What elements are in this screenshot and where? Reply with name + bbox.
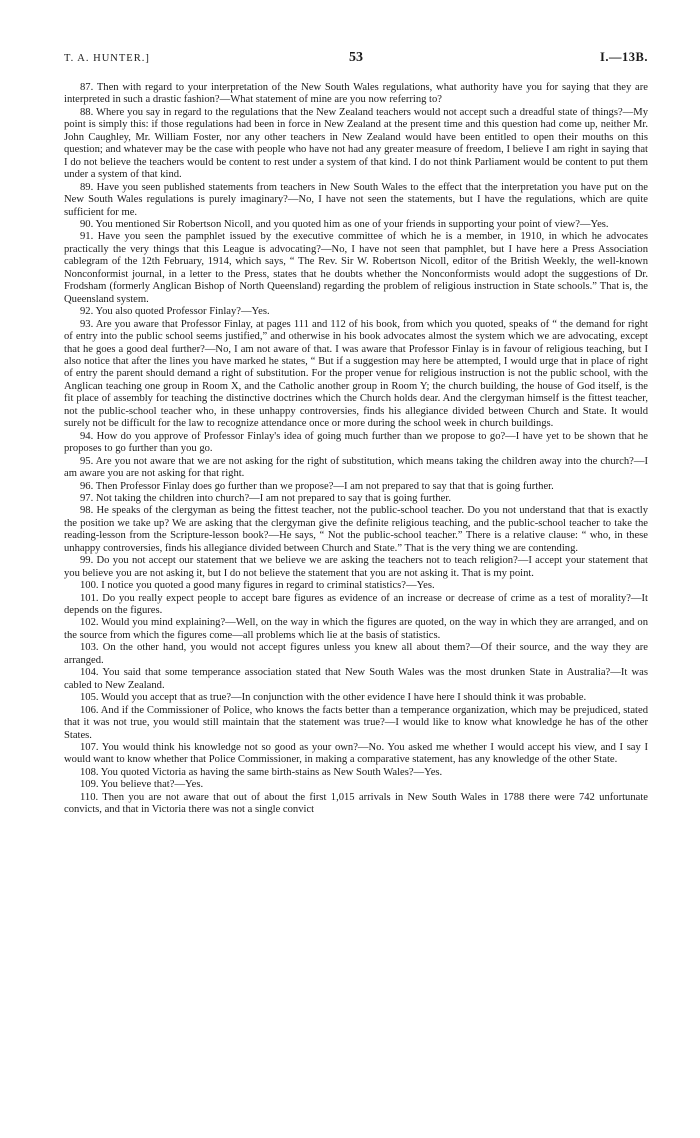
paragraph: 100. I notice you quoted a good many figures in regard to criminal statistics?—Yes. (80, 580, 435, 592)
paragraph: 96. Then Professor Finlay does go further than we propose?—I am not prepared to say that that is going further. (80, 480, 554, 492)
page-number: 53 (349, 50, 363, 65)
paragraph: 97. Not taking the children into church?—I am not prepared to say that is going further. (80, 492, 451, 504)
paragraph: 90. You mentioned Sir Robertson Nicoll, and you quoted him as one of your friends in supporting your point of view?—Yes. (80, 218, 609, 230)
paragraph: 88. Where you say in regard to the regulations that the New Zealand teachers would not accept such a dreadful state of things?—My point is simply this: if those regulations had been in force in New Zealand at the present time and this question had come up, neither Mr. John Caughley, Mr. William Foster, nor any other teachers in New Zealand would have been entitled to open their mouths on this question; and whatever may be the case with people who have not had any greater measure of freedom, I believe I am right in saying that I do not believe the teachers would be content to rest under a system of that kind. I do not think Parliament would be content to put them under a system of that kind. (64, 106, 648, 181)
paragraph: 103. On the other hand, you would not accept figures unless you knew all about them?—Of their source, and the way they are arranged. (64, 642, 648, 666)
page-header (64, 50, 648, 72)
evidence-text (64, 82, 648, 817)
paragraph: 104. You said that some temperance association stated that New South Wales was the most drunken State in Australia?—It was cabled to New Zealand. (64, 667, 648, 691)
paragraph: 92. You also quoted Professor Finlay?—Yes. (80, 306, 270, 318)
paragraph: 93. Are you aware that Professor Finlay, at pages 111 and 112 of his book, from which you quoted, speaks of “ the demand for right of entry into the public school seems justified,” and otherwise in his book advocates almost the system which we are advocating, except that he goes a good deal further?—No, I am not aware of that. I was aware that Professor Finlay is in favour of religious teaching, but I also notice that after the lines you have marked he states, “ But if a suggestion may here be attempted, I would urge that in place of right of entry the parent should demand a right of substitution. For the proper venue for religious instruction is not the public school, with the Anglican teaching one group in Room X, and the Catholic another group in Room Y; the church building, the house of God itself, is the fit place of assembly for teaching the distinctive doctrines which the Church holds dear. And the clergyman himself is the fittest teacher, not the public-school teacher who, in these unhappy controversies, finds his allegiance divided between Church and State. It would surely not be difficult for the law to recognize attendance once or more during the school week in church buildings. (64, 318, 648, 430)
paragraph: 89. Have you seen published statements from teachers in New South Wales to the effect that the interpretation you have put on the New South Wales regulations is purely imaginary?—No, I have not seen the statements, but I have the regulations, which are quite sufficient for me. (64, 181, 648, 218)
paragraph: 109. You believe that?—Yes. (80, 779, 204, 791)
paragraph: 101. Do you really expect people to accept bare figures as evidence of an increase or decrease of crime as a test of morality?—It depends on the figures. (64, 592, 648, 617)
paragraph: 108. You quoted Victoria as having the same birth-stains as New South Wales?—Yes. (80, 766, 443, 778)
paragraph: 94. How do you approve of Professor Finlay's idea of going much further than we propose to go?—I have yet to be shown that he proposes to go further than you go. (64, 430, 648, 455)
paragraph: 95. Are you not aware that we are not asking for the right of substitution, which means taking the children away into the church?—I am aware you are not asking for that right. (64, 455, 648, 480)
paper-reference: I.—13B. (600, 50, 648, 64)
paragraph: 105. Would you accept that as true?—In conjunction with the other evidence I have here I should think it was probable. (80, 692, 587, 704)
paragraph: 99. Do you not accept our statement that we believe we are asking the teachers not to teach religion?—I accept your statement that you believe you are not asking it, but I do not believe the statement that you are not asking it. That is my point. (64, 555, 648, 579)
paragraph: 91. Have you seen the pamphlet issued by the executive committee of which he is a member, in 1910, in which he advocates practically the very things that this League is advocating?—No, I have not seen that pamphlet, but I have here a Press Association cablegram of the 12th February, 1914, which says, “ The Rev. Sir W. Robertson Nicoll, editor of the British Weekly, the well-known Nonconformist journal, in a letter to the Press, states that he doubts whether the Nonconformists would adopt the suggestions of Dr. Frodsham (formerly Anglican Bishop of North Queensland) regarding the problem of religious instruction in State schools.” That is, the Queensland system. (64, 231, 648, 305)
paragraph: 98. He speaks of the clergyman as being the fittest teacher, not the public-school teacher. Do you not understand that that is exactly the position we take up? We are asking that the clergyman give the definite religious teaching, and the public-school teacher to take the reading-lesson from the Scripture-lesson book?—He says, “ Not the public-school teacher.” There is a relative clause: “ who, in these unhappy controversies, finds his allegiance divided between Church and State.” That is the very thing we are contending. (64, 505, 648, 554)
paragraph: 87. Then with regard to your interpretation of the New South Wales regulations, what authority have you for saying that they are interpreted in such a drastic fashion?—What statement of mine are you now referring to? (64, 82, 648, 106)
paragraph: 106. And if the Commissioner of Police, who knows the facts better than a temperance organization, which may be prejudiced, stated that it was not true, you would still maintain that the statement was true?—I would like to know what knowledge he has of the other States. (64, 704, 648, 741)
paragraph: 107. You would think his knowledge not so good as your own?—No. You asked me whether I would accept his view, and I say I would want to know whether that Police Commissioner, in making a comparative statement, has any knowledge of the other State. (64, 742, 648, 766)
witness-name: T. A. HUNTER.] (64, 53, 150, 64)
paragraph: 102. Would you mind explaining?—Well, on the way in which the figures are quoted, on the way in which they are arranged, and on the source from which the figures come—all problems which lie at the basis of statistics. (64, 617, 648, 641)
paragraph: 110. Then you are not aware that out of about the first 1,015 arrivals in New South Wales in 1788 there were 742 unfortunate convicts, and that in Victoria there was not a single convict (64, 791, 648, 816)
